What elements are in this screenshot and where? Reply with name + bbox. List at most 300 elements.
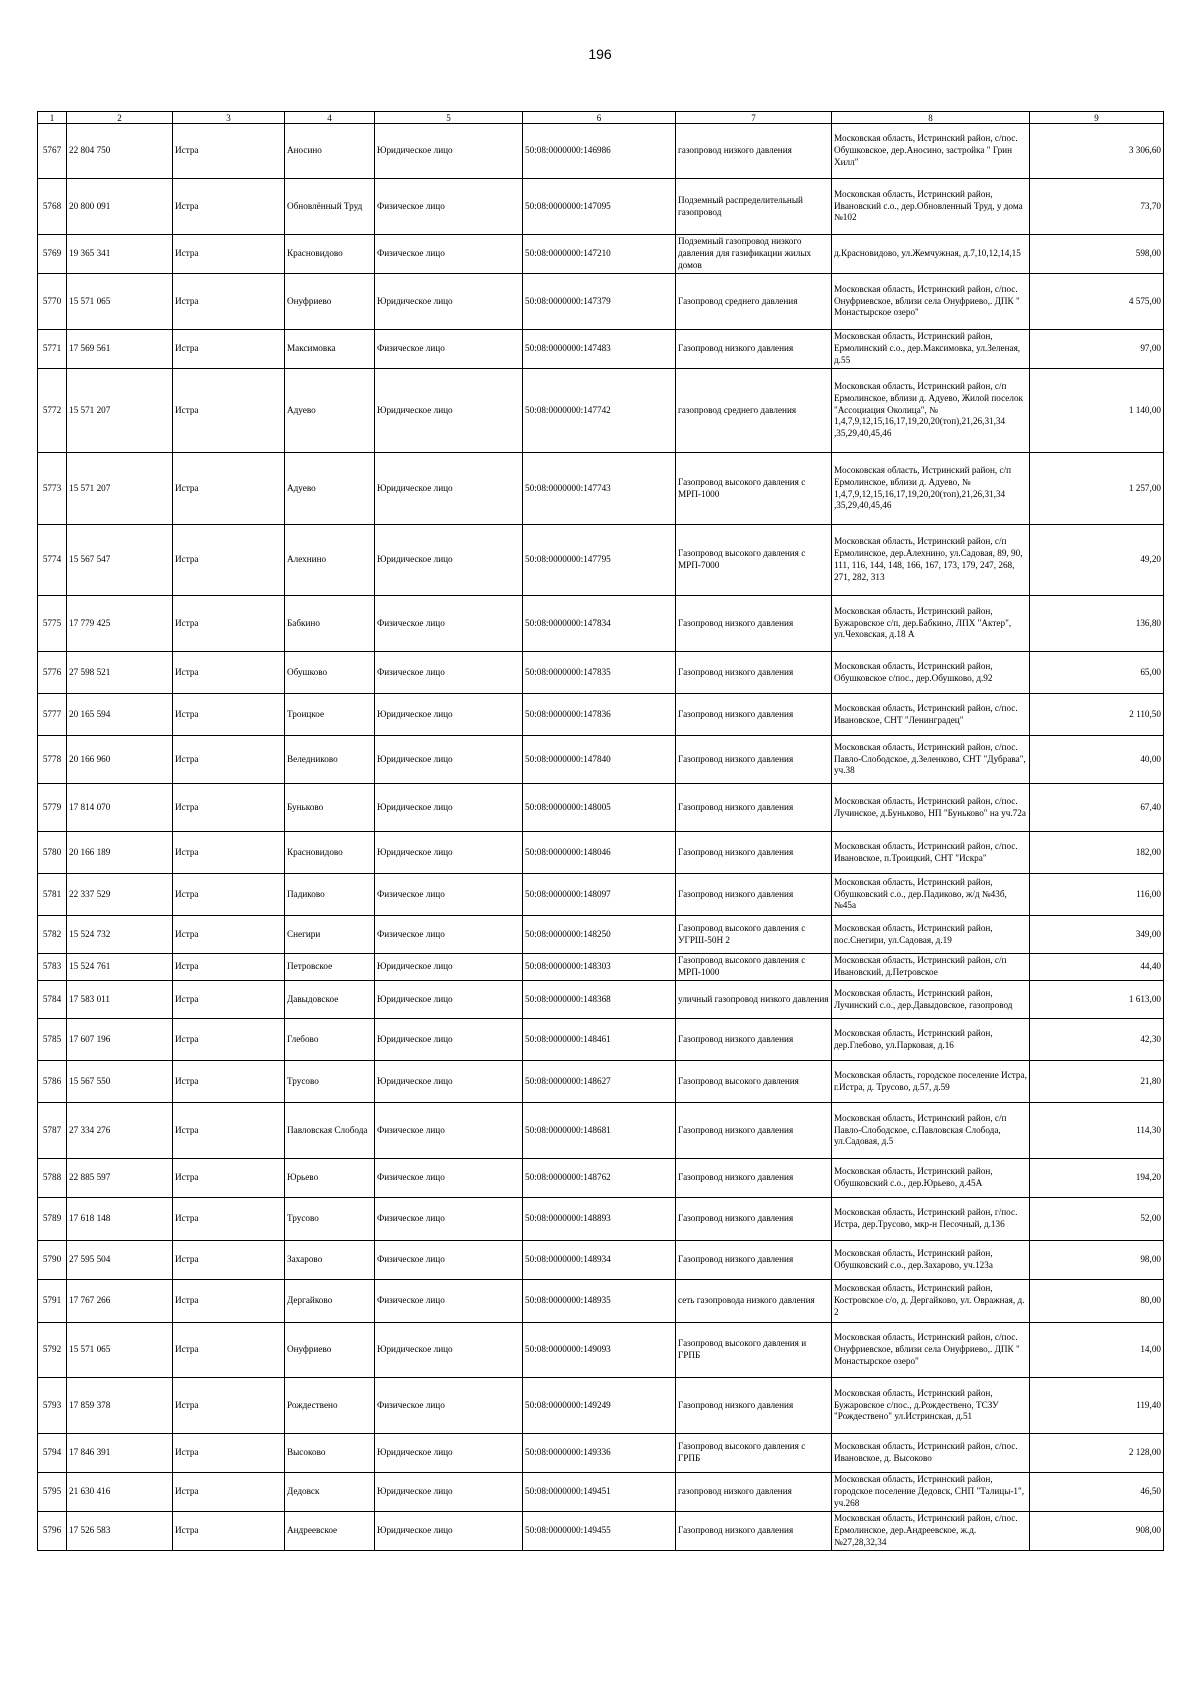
registry-code-cell: 20 800 091 xyxy=(67,179,173,235)
district-cell: Истра xyxy=(173,1473,285,1512)
table-row xyxy=(38,1473,1164,1512)
address-cell: Московская область, Истринский район, с/п Ивановский, д.Петровское xyxy=(832,954,1030,981)
district-cell: Истра xyxy=(173,1280,285,1323)
registry-code-cell: 27 598 521 xyxy=(67,652,173,694)
address-cell: Московская область, Истринский район, Обушковский с.о., дер.Юрьево, д.45А xyxy=(832,1159,1030,1198)
table-row xyxy=(38,124,1164,179)
object-name-cell: Газопровод низкого давления xyxy=(676,1241,832,1280)
row-number-cell: 5788 xyxy=(38,1159,67,1198)
cadastral-number-cell: 50:08:0000000:147840 xyxy=(523,736,676,784)
locality-cell: Обновлённый Труд xyxy=(285,179,375,235)
object-name-cell: Газопровод низкого давления xyxy=(676,832,832,874)
locality-cell: Адуево xyxy=(285,369,375,453)
length-cell: 21,80 xyxy=(1030,1061,1164,1103)
cadastral-number-cell: 50:08:0000000:149451 xyxy=(523,1473,676,1512)
object-name-cell: Газопровод низкого давления xyxy=(676,1103,832,1159)
locality-cell: Онуфриево xyxy=(285,1323,375,1378)
cadastral-number-cell: 50:08:0000000:148461 xyxy=(523,1019,676,1061)
object-name-cell: Газопровод высокого давления с УГРШ-50Н 2 xyxy=(676,916,832,954)
cadastral-number-cell: 50:08:0000000:148250 xyxy=(523,916,676,954)
district-cell: Истра xyxy=(173,1103,285,1159)
length-cell: 40,00 xyxy=(1030,736,1164,784)
cadastral-number-cell: 50:08:0000000:148097 xyxy=(523,874,676,916)
length-cell: 52,00 xyxy=(1030,1198,1164,1241)
cadastral-number-cell: 50:08:0000000:148005 xyxy=(523,784,676,832)
locality-cell: Красновидово xyxy=(285,235,375,274)
registry-code-cell: 21 630 416 xyxy=(67,1473,173,1512)
object-name-cell: Газопровод низкого давления xyxy=(676,1198,832,1241)
locality-cell: Захарово xyxy=(285,1241,375,1280)
owner-type-cell: Физическое лицо xyxy=(375,916,523,954)
owner-type-cell: Юридическое лицо xyxy=(375,1434,523,1473)
registry-code-cell: 17 814 070 xyxy=(67,784,173,832)
district-cell: Истра xyxy=(173,1061,285,1103)
district-cell: Истра xyxy=(173,1198,285,1241)
row-number-cell: 5778 xyxy=(38,736,67,784)
owner-type-cell: Физическое лицо xyxy=(375,1378,523,1434)
row-number-cell: 5772 xyxy=(38,369,67,453)
row-number-cell: 5771 xyxy=(38,330,67,369)
object-name-cell: Газопровод низкого давления xyxy=(676,1159,832,1198)
district-cell: Истра xyxy=(173,124,285,179)
cadastral-number-cell: 50:08:0000000:149249 xyxy=(523,1378,676,1434)
table-row xyxy=(38,1103,1164,1159)
address-cell: Московская область, Истринский район, с/пос. Ивановское, СНТ "Ленинградец" xyxy=(832,694,1030,736)
locality-cell: Бабкино xyxy=(285,596,375,652)
header-cell: 5 xyxy=(375,112,523,124)
registry-code-cell: 17 767 266 xyxy=(67,1280,173,1323)
owner-type-cell: Юридическое лицо xyxy=(375,694,523,736)
row-number-cell: 5791 xyxy=(38,1280,67,1323)
table-row xyxy=(38,981,1164,1019)
district-cell: Истра xyxy=(173,652,285,694)
address-cell: Московская область, Истринский район, Костровское с/о, д. Дергайково, ул. Овражная, д. 2 xyxy=(832,1280,1030,1323)
object-name-cell: Подземный распределительный газопровод xyxy=(676,179,832,235)
address-cell: Московская область, Истринский район, с/пос. Онуфриевское, вблизи села Онуфриево,. ДПК " Монастырское озеро" xyxy=(832,1323,1030,1378)
address-cell: Московская область, Истринский район, с/п Ермолинское, вблизи д. Адуево, Жилой поселок "Ассоциация Околица", № 1,4,7,9,12,15,16,17,19,20,20(топ),21,26,31,34 ,35,29,40,45,46 xyxy=(832,369,1030,453)
row-number-cell: 5779 xyxy=(38,784,67,832)
length-cell: 1 257,00 xyxy=(1030,453,1164,525)
address-cell: Мосоковская область, Истринский район, с/п Ермолинское, вблизи д. Адуево, № 1,4,7,9,12,15,16,17,19,20,20(топ),21,26,31,34 ,35,29,40,45,46 xyxy=(832,453,1030,525)
object-name-cell: Газопровод низкого давления xyxy=(676,1378,832,1434)
length-cell: 80,00 xyxy=(1030,1280,1164,1323)
table-row xyxy=(38,1241,1164,1280)
cadastral-number-cell: 50:08:0000000:147483 xyxy=(523,330,676,369)
district-cell: Истра xyxy=(173,981,285,1019)
object-name-cell: Газопровод низкого давления xyxy=(676,736,832,784)
address-cell: Московская область, Истринский район, с/пос. Ермолинское, дер.Андреевское, ж.д.№27,28,32,34 xyxy=(832,1512,1030,1551)
object-name-cell: Газопровод низкого давления xyxy=(676,330,832,369)
length-cell: 65,00 xyxy=(1030,652,1164,694)
header-cell: 8 xyxy=(832,112,1030,124)
length-cell: 1 613,00 xyxy=(1030,981,1164,1019)
locality-cell: Буньково xyxy=(285,784,375,832)
address-cell: Московская область, Истринский район, г/пос. Истра, дер.Трусово, мкр-н Песочный, д.136 xyxy=(832,1198,1030,1241)
row-number-cell: 5776 xyxy=(38,652,67,694)
cadastral-number-cell: 50:08:0000000:148935 xyxy=(523,1280,676,1323)
registry-code-cell: 22 885 597 xyxy=(67,1159,173,1198)
locality-cell: Трусово xyxy=(285,1198,375,1241)
object-name-cell: Газопровод высокого давления xyxy=(676,1061,832,1103)
registry-code-cell: 17 583 011 xyxy=(67,981,173,1019)
district-cell: Истра xyxy=(173,954,285,981)
owner-type-cell: Физическое лицо xyxy=(375,596,523,652)
cadastral-number-cell: 50:08:0000000:148627 xyxy=(523,1061,676,1103)
cadastral-number-cell: 50:08:0000000:147742 xyxy=(523,369,676,453)
cadastral-number-cell: 50:08:0000000:147379 xyxy=(523,274,676,330)
registry-code-cell: 27 334 276 xyxy=(67,1103,173,1159)
header-cell: 9 xyxy=(1030,112,1164,124)
address-cell: Московская область, Истринский район, пос.Снегири, ул.Садовая, д.19 xyxy=(832,916,1030,954)
district-cell: Истра xyxy=(173,1323,285,1378)
owner-type-cell: Юридическое лицо xyxy=(375,1512,523,1551)
cadastral-number-cell: 50:08:0000000:147836 xyxy=(523,694,676,736)
table-row xyxy=(38,1061,1164,1103)
row-number-cell: 5790 xyxy=(38,1241,67,1280)
length-cell: 194,20 xyxy=(1030,1159,1164,1198)
owner-type-cell: Физическое лицо xyxy=(375,1280,523,1323)
object-name-cell: Газопровод высокого давления с МРП-7000 xyxy=(676,525,832,596)
address-cell: Московская область, Истринский район, Обушковский с.о., дер.Захарово, уч.123а xyxy=(832,1241,1030,1280)
district-cell: Истра xyxy=(173,1159,285,1198)
cadastral-number-cell: 50:08:0000000:148368 xyxy=(523,981,676,1019)
row-number-cell: 5768 xyxy=(38,179,67,235)
object-name-cell: газопровод низкого давления xyxy=(676,124,832,179)
district-cell: Истра xyxy=(173,784,285,832)
address-cell: Московская область, Истринский район, с/п Павло-Слободское, с.Павловская Слобода, ул.Садовая, д.5 xyxy=(832,1103,1030,1159)
locality-cell: Онуфриево xyxy=(285,274,375,330)
table-row xyxy=(38,784,1164,832)
row-number-cell: 5775 xyxy=(38,596,67,652)
table-row xyxy=(38,1198,1164,1241)
object-name-cell: Газопровод низкого давления xyxy=(676,784,832,832)
length-cell: 98,00 xyxy=(1030,1241,1164,1280)
cadastral-number-cell: 50:08:0000000:148762 xyxy=(523,1159,676,1198)
length-cell: 42,30 xyxy=(1030,1019,1164,1061)
cadastral-number-cell: 50:08:0000000:146986 xyxy=(523,124,676,179)
length-cell: 908,00 xyxy=(1030,1512,1164,1551)
registry-code-cell: 17 859 378 xyxy=(67,1378,173,1434)
registry-code-cell: 17 526 583 xyxy=(67,1512,173,1551)
length-cell: 3 306,60 xyxy=(1030,124,1164,179)
address-cell: д.Красновидово, ул.Жемчужная, д.7,10,12,14,15 xyxy=(832,235,1030,274)
header-cell: 2 xyxy=(67,112,173,124)
header-cell: 6 xyxy=(523,112,676,124)
registry-code-cell: 15 567 547 xyxy=(67,525,173,596)
cadastral-number-cell: 50:08:0000000:149455 xyxy=(523,1512,676,1551)
length-cell: 14,00 xyxy=(1030,1323,1164,1378)
object-name-cell: Газопровод низкого давления xyxy=(676,652,832,694)
object-name-cell: Газопровод низкого давления xyxy=(676,874,832,916)
locality-cell: Высоково xyxy=(285,1434,375,1473)
district-cell: Истра xyxy=(173,694,285,736)
row-number-cell: 5777 xyxy=(38,694,67,736)
object-name-cell: Газопровод низкого давления xyxy=(676,596,832,652)
address-cell: Московская область, Истринский район, с/пос. Онуфриевское, вблизи села Онуфриево,. ДПК " Монастырское озеро" xyxy=(832,274,1030,330)
district-cell: Истра xyxy=(173,832,285,874)
locality-cell: Адуево xyxy=(285,453,375,525)
locality-cell: Красновидово xyxy=(285,832,375,874)
locality-cell: Троицкое xyxy=(285,694,375,736)
locality-cell: Дергайково xyxy=(285,1280,375,1323)
district-cell: Истра xyxy=(173,179,285,235)
address-cell: Московская область, Истринский район, Бужаровское с/п, дер.Бабкино, ЛПХ "Актер", ул.Чеховская, д.18 А xyxy=(832,596,1030,652)
length-cell: 44,40 xyxy=(1030,954,1164,981)
district-cell: Истра xyxy=(173,736,285,784)
owner-type-cell: Физическое лицо xyxy=(375,874,523,916)
address-cell: Московская область, Истринский район, Ермолинский с.о., дер.Максимовка, ул.Зеленая, д.55 xyxy=(832,330,1030,369)
registry-code-cell: 17 846 391 xyxy=(67,1434,173,1473)
table-row xyxy=(38,453,1164,525)
table-row xyxy=(38,525,1164,596)
registry-code-cell: 17 607 196 xyxy=(67,1019,173,1061)
owner-type-cell: Юридическое лицо xyxy=(375,736,523,784)
table-row xyxy=(38,1159,1164,1198)
table-row xyxy=(38,1323,1164,1378)
table-row xyxy=(38,1280,1164,1323)
length-cell: 119,40 xyxy=(1030,1378,1164,1434)
owner-type-cell: Физическое лицо xyxy=(375,1103,523,1159)
table-row xyxy=(38,916,1164,954)
object-name-cell: Газопровод высокого давления с МРП-1000 xyxy=(676,453,832,525)
locality-cell: Дедовск xyxy=(285,1473,375,1512)
length-cell: 46,50 xyxy=(1030,1473,1164,1512)
row-number-cell: 5784 xyxy=(38,981,67,1019)
header-cell: 4 xyxy=(285,112,375,124)
row-number-cell: 5793 xyxy=(38,1378,67,1434)
length-cell: 97,00 xyxy=(1030,330,1164,369)
row-number-cell: 5773 xyxy=(38,453,67,525)
owner-type-cell: Юридическое лицо xyxy=(375,1019,523,1061)
length-cell: 2 110,50 xyxy=(1030,694,1164,736)
cadastral-number-cell: 50:08:0000000:147834 xyxy=(523,596,676,652)
registry-table xyxy=(37,111,1164,1551)
table-row xyxy=(38,1434,1164,1473)
registry-code-cell: 15 567 550 xyxy=(67,1061,173,1103)
length-cell: 116,00 xyxy=(1030,874,1164,916)
district-cell: Истра xyxy=(173,916,285,954)
object-name-cell: Газопровод низкого давления xyxy=(676,1019,832,1061)
length-cell: 2 128,00 xyxy=(1030,1434,1164,1473)
address-cell: Московская область, Истринский район, с/п Ермолинское, дер.Алехнино, ул.Садовая, 89, 90, 111, 116, 144, 148, 166, 167, 173, 179, 247, 268, 271, 282, 313 xyxy=(832,525,1030,596)
object-name-cell: уличный газопровод низкого давления xyxy=(676,981,832,1019)
locality-cell: Рождествено xyxy=(285,1378,375,1434)
locality-cell: Аносино xyxy=(285,124,375,179)
cadastral-number-cell: 50:08:0000000:149093 xyxy=(523,1323,676,1378)
registry-code-cell: 15 524 732 xyxy=(67,916,173,954)
object-name-cell: Газопровод высокого давления с ГРПБ xyxy=(676,1434,832,1473)
district-cell: Истра xyxy=(173,1512,285,1551)
locality-cell: Обушково xyxy=(285,652,375,694)
locality-cell: Глебово xyxy=(285,1019,375,1061)
registry-code-cell: 15 571 207 xyxy=(67,369,173,453)
owner-type-cell: Физическое лицо xyxy=(375,1198,523,1241)
row-number-cell: 5770 xyxy=(38,274,67,330)
locality-cell: Юрьево xyxy=(285,1159,375,1198)
owner-type-cell: Юридическое лицо xyxy=(375,954,523,981)
object-name-cell: Газопровод низкого давления xyxy=(676,1512,832,1551)
header-row xyxy=(38,112,1164,124)
registry-code-cell: 27 595 504 xyxy=(67,1241,173,1280)
cadastral-number-cell: 50:08:0000000:147743 xyxy=(523,453,676,525)
owner-type-cell: Физическое лицо xyxy=(375,330,523,369)
row-number-cell: 5785 xyxy=(38,1019,67,1061)
row-number-cell: 5781 xyxy=(38,874,67,916)
owner-type-cell: Юридическое лицо xyxy=(375,274,523,330)
locality-cell: Павловская Слобода xyxy=(285,1103,375,1159)
object-name-cell: газопровод среднего давления xyxy=(676,369,832,453)
table-row xyxy=(38,736,1164,784)
locality-cell: Падиково xyxy=(285,874,375,916)
address-cell: Московская область, Истринский район, Обушковский с.о., дер.Падиково, ж/д №43б, №45а xyxy=(832,874,1030,916)
owner-type-cell: Юридическое лицо xyxy=(375,1473,523,1512)
district-cell: Истра xyxy=(173,1378,285,1434)
row-number-cell: 5787 xyxy=(38,1103,67,1159)
district-cell: Истра xyxy=(173,369,285,453)
row-number-cell: 5796 xyxy=(38,1512,67,1551)
page-number: 196 xyxy=(588,46,612,62)
district-cell: Истра xyxy=(173,525,285,596)
owner-type-cell: Юридическое лицо xyxy=(375,832,523,874)
registry-code-cell: 19 365 341 xyxy=(67,235,173,274)
owner-type-cell: Юридическое лицо xyxy=(375,453,523,525)
cadastral-number-cell: 50:08:0000000:148303 xyxy=(523,954,676,981)
table-row xyxy=(38,235,1164,274)
address-cell: Московская область, Истринский район, Ивановский с.о., дер.Обновленный Труд, у дома №102 xyxy=(832,179,1030,235)
object-name-cell: Газопровод высокого давления с МРП-1000 xyxy=(676,954,832,981)
row-number-cell: 5795 xyxy=(38,1473,67,1512)
registry-code-cell: 15 524 761 xyxy=(67,954,173,981)
owner-type-cell: Физическое лицо xyxy=(375,1241,523,1280)
table-row xyxy=(38,832,1164,874)
owner-type-cell: Юридическое лицо xyxy=(375,1061,523,1103)
address-cell: Московская область, Истринский район, с/пос. Павло-Слободское, д.Зеленково, СНТ "Дубрава", уч.38 xyxy=(832,736,1030,784)
object-name-cell: Газопровод среднего давления xyxy=(676,274,832,330)
cadastral-number-cell: 50:08:0000000:147210 xyxy=(523,235,676,274)
table-row xyxy=(38,330,1164,369)
registry-code-cell: 17 779 425 xyxy=(67,596,173,652)
locality-cell: Снегири xyxy=(285,916,375,954)
address-cell: Московская область, Истринский район, с/пос. Ивановское, п.Троицкий, СНТ "Искра" xyxy=(832,832,1030,874)
row-number-cell: 5780 xyxy=(38,832,67,874)
table-row xyxy=(38,1512,1164,1551)
registry-code-cell: 20 165 594 xyxy=(67,694,173,736)
owner-type-cell: Юридическое лицо xyxy=(375,525,523,596)
row-number-cell: 5769 xyxy=(38,235,67,274)
locality-cell: Давыдовское xyxy=(285,981,375,1019)
length-cell: 49,20 xyxy=(1030,525,1164,596)
cadastral-number-cell: 50:08:0000000:148046 xyxy=(523,832,676,874)
locality-cell: Андреевское xyxy=(285,1512,375,1551)
length-cell: 1 140,00 xyxy=(1030,369,1164,453)
registry-code-cell: 22 804 750 xyxy=(67,124,173,179)
cadastral-number-cell: 50:08:0000000:148893 xyxy=(523,1198,676,1241)
address-cell: Московская область, Истринский район, Бужаровское с/пос., д.Рождествено, ТСЗУ "Рождествено" ул.Истринская, д.51 xyxy=(832,1378,1030,1434)
row-number-cell: 5782 xyxy=(38,916,67,954)
length-cell: 182,00 xyxy=(1030,832,1164,874)
cadastral-number-cell: 50:08:0000000:147795 xyxy=(523,525,676,596)
locality-cell: Трусово xyxy=(285,1061,375,1103)
locality-cell: Алехнино xyxy=(285,525,375,596)
row-number-cell: 5774 xyxy=(38,525,67,596)
address-cell: Московская область, городское поселение Истра, г.Истра, д. Трусово, д.57, д.59 xyxy=(832,1061,1030,1103)
address-cell: Московская область, Истринский район, с/пос. Обушковское, дер.Аносино, застройка " Грин Хилл" xyxy=(832,124,1030,179)
district-cell: Истра xyxy=(173,596,285,652)
length-cell: 349,00 xyxy=(1030,916,1164,954)
length-cell: 67,40 xyxy=(1030,784,1164,832)
row-number-cell: 5789 xyxy=(38,1198,67,1241)
district-cell: Истра xyxy=(173,1434,285,1473)
row-number-cell: 5786 xyxy=(38,1061,67,1103)
table-row xyxy=(38,179,1164,235)
object-name-cell: Подземный газопровод низкого давления для газификации жилых домов xyxy=(676,235,832,274)
length-cell: 114,30 xyxy=(1030,1103,1164,1159)
table-row xyxy=(38,1378,1164,1434)
locality-cell: Веледниково xyxy=(285,736,375,784)
address-cell: Московская область, Истринский район, Лучинский с.о., дер.Давыдовское, газопровод xyxy=(832,981,1030,1019)
table-row xyxy=(38,596,1164,652)
length-cell: 598,00 xyxy=(1030,235,1164,274)
length-cell: 73,70 xyxy=(1030,179,1164,235)
table-row xyxy=(38,1019,1164,1061)
cadastral-number-cell: 50:08:0000000:148934 xyxy=(523,1241,676,1280)
table-row xyxy=(38,652,1164,694)
owner-type-cell: Юридическое лицо xyxy=(375,784,523,832)
registry-code-cell: 17 569 561 xyxy=(67,330,173,369)
address-cell: Московская область, Истринский район, дер.Глебово, ул.Парковая, д.16 xyxy=(832,1019,1030,1061)
row-number-cell: 5794 xyxy=(38,1434,67,1473)
owner-type-cell: Юридическое лицо xyxy=(375,1323,523,1378)
district-cell: Истра xyxy=(173,235,285,274)
table-row xyxy=(38,694,1164,736)
locality-cell: Максимовка xyxy=(285,330,375,369)
registry-code-cell: 15 571 207 xyxy=(67,453,173,525)
registry-code-cell: 15 571 065 xyxy=(67,274,173,330)
table-row xyxy=(38,954,1164,981)
cadastral-number-cell: 50:08:0000000:148681 xyxy=(523,1103,676,1159)
registry-body xyxy=(38,124,1164,1551)
address-cell: Московская область, Истринский район, Обушковское с/пос., дер.Обушково, д.92 xyxy=(832,652,1030,694)
registry-code-cell: 20 166 960 xyxy=(67,736,173,784)
object-name-cell: сеть газопровода низкого давления xyxy=(676,1280,832,1323)
owner-type-cell: Юридическое лицо xyxy=(375,124,523,179)
owner-type-cell: Физическое лицо xyxy=(375,179,523,235)
owner-type-cell: Физическое лицо xyxy=(375,1159,523,1198)
district-cell: Истра xyxy=(173,1241,285,1280)
registry-code-cell: 15 571 065 xyxy=(67,1323,173,1378)
object-name-cell: Газопровод низкого давления xyxy=(676,694,832,736)
registry-code-cell: 20 166 189 xyxy=(67,832,173,874)
table-row xyxy=(38,874,1164,916)
cadastral-number-cell: 50:08:0000000:147095 xyxy=(523,179,676,235)
row-number-cell: 5792 xyxy=(38,1323,67,1378)
owner-type-cell: Физическое лицо xyxy=(375,652,523,694)
district-cell: Истра xyxy=(173,1019,285,1061)
owner-type-cell: Юридическое лицо xyxy=(375,369,523,453)
row-number-cell: 5767 xyxy=(38,124,67,179)
cadastral-number-cell: 50:08:0000000:149336 xyxy=(523,1434,676,1473)
address-cell: Московская область, Истринский район, с/пос. Ивановское, д. Высоково xyxy=(832,1434,1030,1473)
table-row xyxy=(38,369,1164,453)
address-cell: Московская область, Истринский район, городское поселение Дедовск, СНП "Талицы-1", уч.268 xyxy=(832,1473,1030,1512)
registry-code-cell: 17 618 148 xyxy=(67,1198,173,1241)
registry-code-cell: 22 337 529 xyxy=(67,874,173,916)
length-cell: 4 575,00 xyxy=(1030,274,1164,330)
table-row xyxy=(38,274,1164,330)
locality-cell: Петровское xyxy=(285,954,375,981)
owner-type-cell: Юридическое лицо xyxy=(375,981,523,1019)
object-name-cell: газопровод низкого давления xyxy=(676,1473,832,1512)
